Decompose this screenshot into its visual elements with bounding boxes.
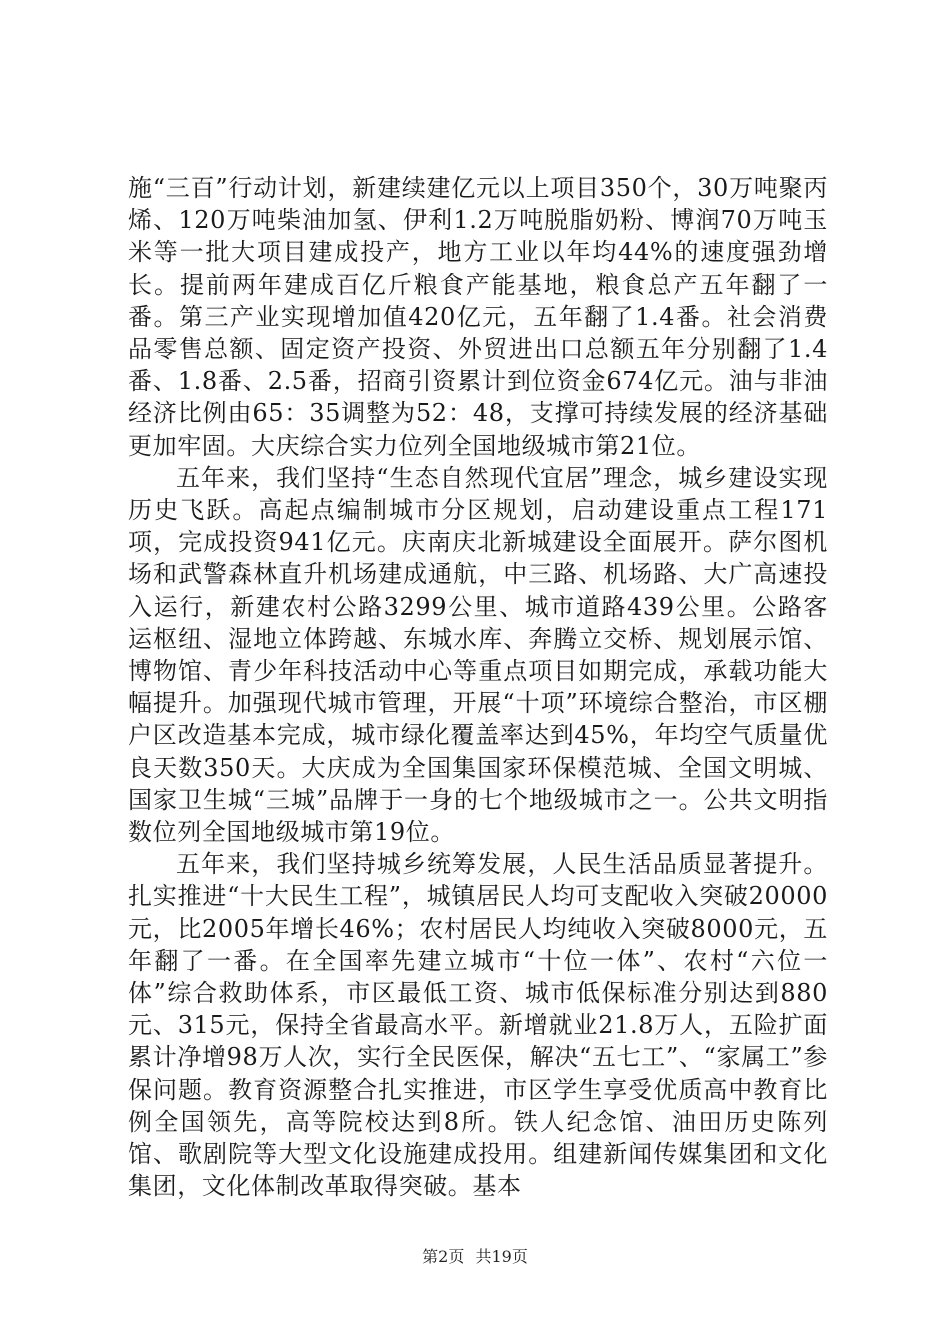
page-footer — [0, 1244, 950, 1267]
page-total: 共19页 — [475, 1247, 528, 1266]
paragraph-2: 五年来，我们坚持“生态自然现代宜居”理念，城乡建设实现历史飞跃。高起点编制城市分区规划，启动建设重点工程171项，完成投资941亿元。庆南庆北新城建设全面展开。萨尔图机场和武警森林直升机场建成通航，中三路、机场路、大广高速投入运行，新建农村公路3299公里、城市道路439公里。公路客运枢纽、湿地立体跨越、东城水库、奔腾立交桥、规划展示馆、博物馆、青少年科技活动中心等重点项目如期完成，承载功能大幅提升。加强现代城市管理，开展“十项”环境综合整治，市区棚户区改造基本完成，城市绿化覆盖率达到45%，年均空气质量优良天数350天。大庆成为全国集国家环保模范城、全国文明城、国家卫生城“三城”品牌于一身的七个地级城市之一。公共文明指数位列全国地级城市第19位。 — [128, 463, 828, 847]
document-body — [128, 172, 828, 1203]
paragraph-3: 五年来，我们坚持城乡统筹发展，人民生活品质显著提升。扎实推进“十大民生工程”，城镇居民人均可支配收入突破20000元，比2005年增长46%；农村居民人均纯收入突破8000元，五年翻了一番。在全国率先建立城市“十位一体”、农村“六位一体”综合救助体系，市区最低工资、城市低保标准分别达到880元、315元，保持全省最高水平。新增就业21.8万人，五险扩面累计净增98万人次，实行全民医保，解决“五七工”、“家属工”参保问题。教育资源整合扎实推进，市区学生享受优质高中教育比例全国领先，高等院校达到8所。铁人纪念馆、油田历史陈列馆、歌剧院等大型文化设施建成投用。组建新闻传媒集团和文化集团，文化体制改革取得突破。基本 — [128, 850, 828, 1201]
page-number: 第2页 — [422, 1247, 465, 1266]
paragraph-1: 施“三百”行动计划，新建续建亿元以上项目350个，30万吨聚丙烯、120万吨柴油加氢、伊利1.2万吨脱脂奶粉、博润70万吨玉米等一批大项目建成投产，地方工业以年均44%的速度强劲增长。提前两年建成百亿斤粮食产能基地，粮食总产五年翻了一番。第三产业实现增加值420亿元，五年翻了1.4番。社会消费品零售总额、固定资产投资、外贸进出口总额五年分别翻了1.4番、1.8番、2.5番，招商引资累计到位资金674亿元。油与非油经济比例由65：35调整为52：48，支撑可持续发展的经济基础更加牢固。大庆综合实力位列全国地级城市第21位。 — [128, 174, 828, 460]
